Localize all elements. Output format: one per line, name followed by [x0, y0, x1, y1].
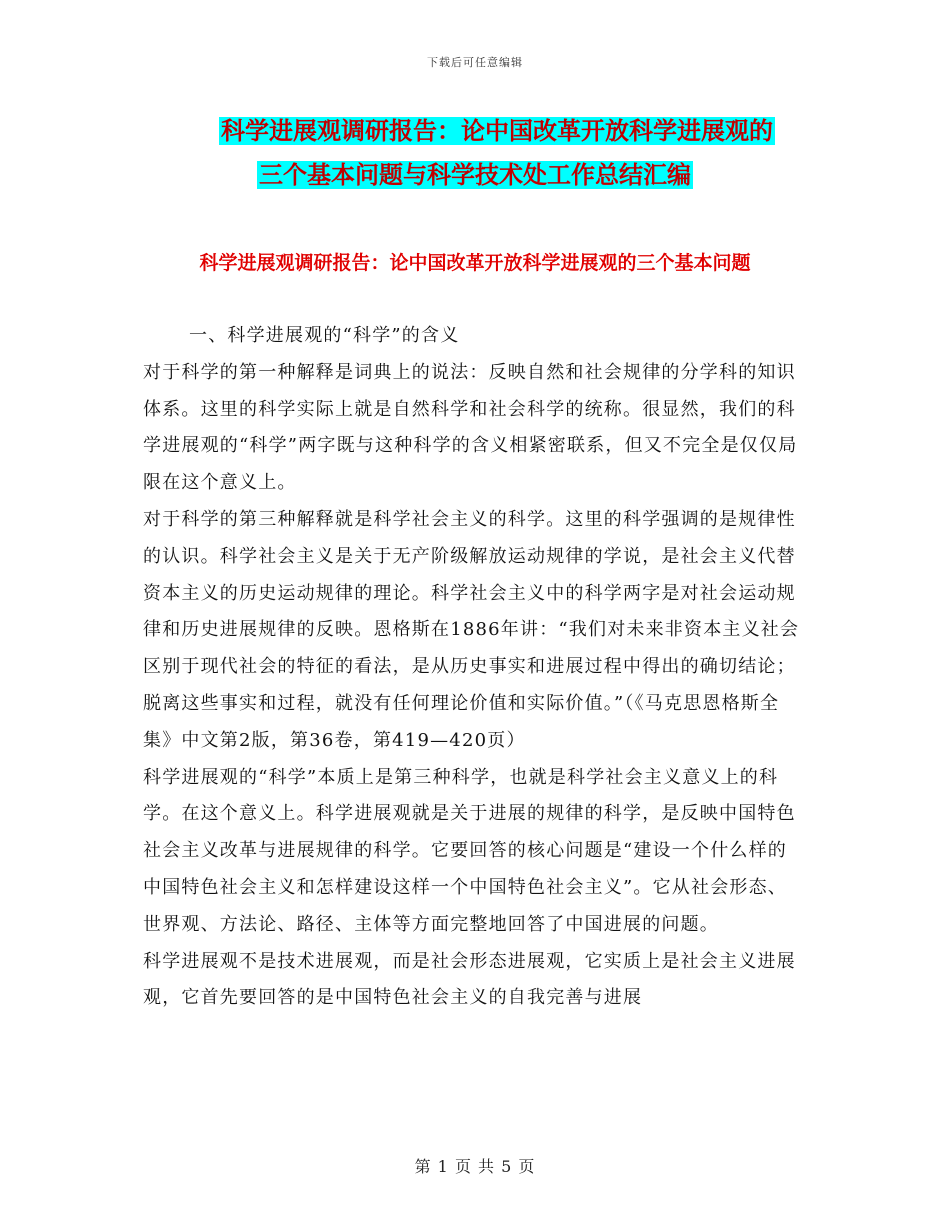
title-line-1-text: 科学进展观调研报告：论中国改革开放科学进展观的 — [221, 117, 773, 145]
subheading: 一、科学进展观的“科学”的含义 — [189, 325, 460, 346]
document-title-line-1 — [0, 114, 950, 148]
document-body — [143, 318, 803, 1017]
paragraph: 科学进展观的“科学”本质上是第三种科学，也就是科学社会主义意义上的科学。在这个意义上。科学进展观就是关于进展的规律的科学，是反映中国特色社会主义改革与进展规律的科学。它要回答的核心问题是“建设一个什么样的中国特色社会主义和怎样建设这样一个中国特色社会主义”。它从社会形态、世界观、方法论、路径、主体等方面完整地回答了中国进展的问题。 — [143, 766, 796, 935]
section-title: 科学进展观调研报告：论中国改革开放科学进展观的三个基本问题 — [199, 252, 751, 274]
page-number-footer: 第 1 页 共 5 页 — [414, 1157, 536, 1176]
paragraph: 科学进展观不是技术进展观，而是社会形态进展观，它实质上是社会主义进展观，它首先要回答的是中国特色社会主义的自我完善与进展 — [143, 950, 796, 1009]
paragraph: 对于科学的第三种解释就是科学社会主义的科学。这里的科学强调的是规律性的认识。科学社会主义是关于无产阶级解放运动规律的学说，是社会主义代替资本主义的历史运动规律的理论。科学社会主义中的科学两字是对社会运动规律和历史进展规律的反映。恩格斯在1886年讲：“我们对未来非资本主义社会区别于现代社会的特征的看法，是从历史事实和进展过程中得出的确切结论；脱离这些事实和过程，就没有任何理论价值和实际价值。”（《马克思恩格斯全集》中文第2版，第36卷，第419—420页） — [143, 508, 800, 751]
document-title-line-2 — [0, 158, 950, 192]
title-line-2-text: 三个基本问题与科学技术处工作总结汇编 — [259, 161, 691, 189]
paragraph: 对于科学的第一种解释是词典上的说法：反映自然和社会规律的分学科的知识体系。这里的科学实际上就是自然科学和社会科学的统称。很显然，我们的科学进展观的“科学”两字既与这种科学的含义相紧密联系，但又不完全是仅仅局限在这个意义上。 — [143, 361, 798, 494]
page-header-note: 下载后可任意编辑 — [427, 56, 523, 69]
